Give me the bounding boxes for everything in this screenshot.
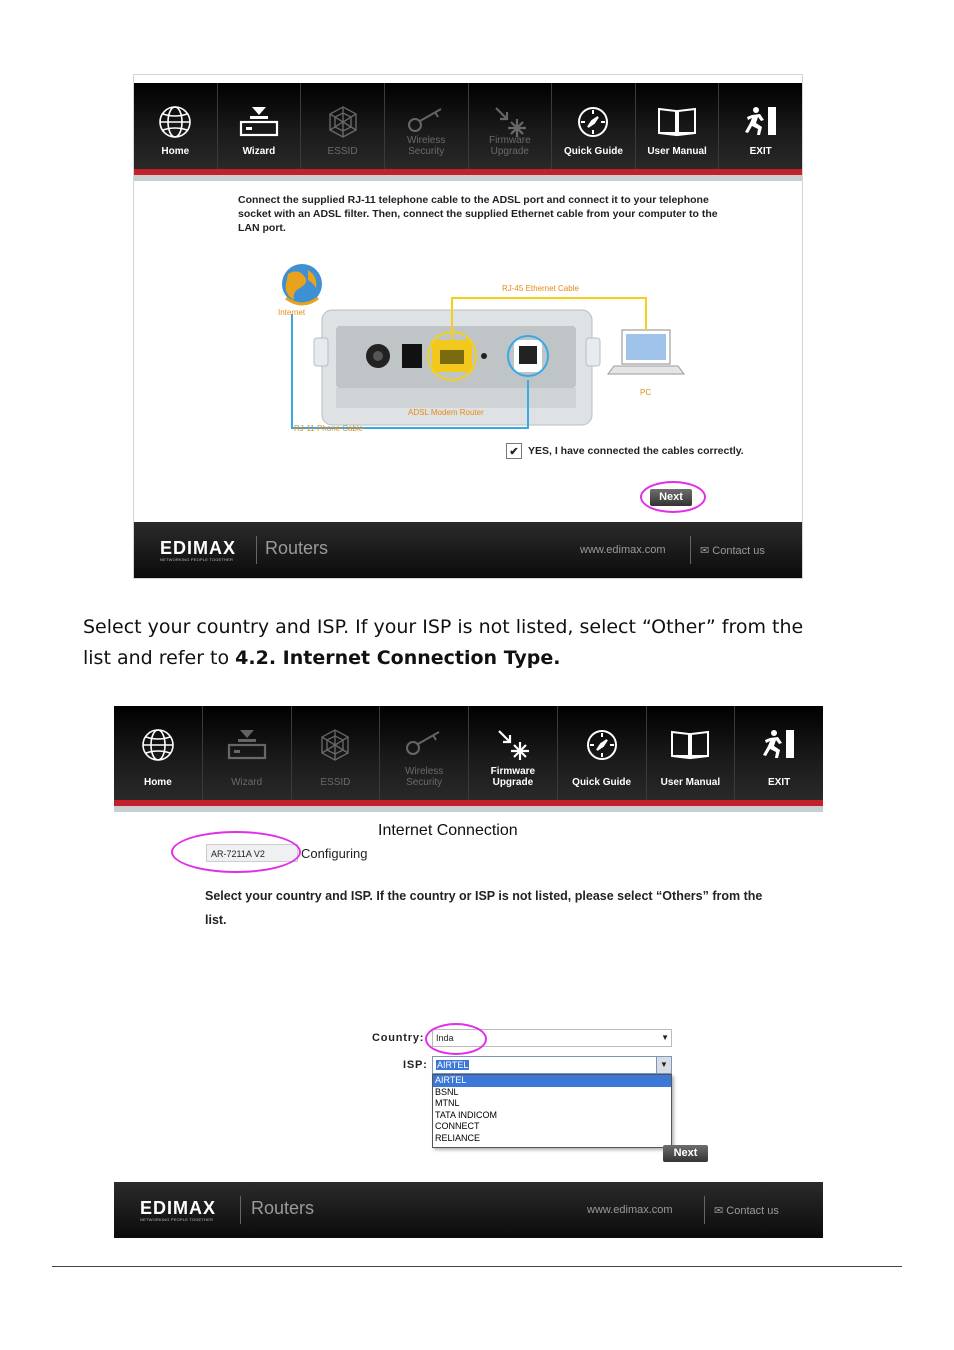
nav-label: Firmware Upgrade xyxy=(488,135,531,157)
nav-label: ESSID xyxy=(320,777,351,788)
footer-divider xyxy=(690,536,691,564)
isp-value: AIRTEL xyxy=(437,1060,469,1070)
compass-icon xyxy=(585,728,619,762)
globe-icon xyxy=(141,728,175,762)
open-book-icon xyxy=(669,728,711,760)
configuring-label: Configuring xyxy=(301,846,368,861)
footer-section: Routers xyxy=(251,1198,315,1218)
internet-connection-screen xyxy=(114,704,823,1238)
nav-label: Wizard xyxy=(242,146,276,157)
nav-label: Quick Guide xyxy=(563,146,623,157)
open-book-icon xyxy=(656,105,698,137)
section-reference: 4.2. Internet Connection Type. xyxy=(235,647,561,669)
exit-running-icon xyxy=(742,105,780,137)
footer xyxy=(114,1182,823,1238)
highlight-ring xyxy=(171,831,301,873)
spiderweb-icon xyxy=(318,728,352,762)
footer-divider xyxy=(704,1196,705,1224)
country-value: Inda xyxy=(436,1033,454,1043)
nav-quick-guide[interactable] xyxy=(558,706,647,800)
compass-icon xyxy=(576,105,610,139)
wizard-cable-screen xyxy=(133,74,803,579)
envelope-icon: ✉ xyxy=(714,1205,724,1217)
paragraph-prefix: list and refer to xyxy=(83,647,236,669)
dropdown-arrow-icon[interactable]: ▼ xyxy=(656,1057,671,1073)
connection-diagram xyxy=(274,260,694,450)
page-title: Internet Connection xyxy=(378,822,518,839)
top-nav xyxy=(134,83,802,175)
footer-divider xyxy=(256,536,257,564)
paragraph-line-2 xyxy=(83,643,903,674)
spiderweb-icon xyxy=(326,105,360,139)
footer xyxy=(134,522,802,578)
nav-firmware-upgrade[interactable] xyxy=(469,83,553,169)
contact-link[interactable] xyxy=(700,544,765,557)
wizard-install-icon xyxy=(226,728,268,762)
phone-cable-label: RJ-11 Phone Cable xyxy=(294,424,364,433)
select-instructions: Select your country and ISP. If the country or ISP is not listed, please select “Others” from the list. xyxy=(205,889,763,927)
nav-label: User Manual xyxy=(660,777,721,788)
nav-label: ESSID xyxy=(327,146,358,157)
nav-firmware-upgrade[interactable] xyxy=(469,706,558,800)
website-link[interactable]: www.edimax.com xyxy=(587,1204,673,1216)
nav-wizard[interactable] xyxy=(218,83,302,169)
model-field: AR-7211A V2 xyxy=(206,844,298,862)
highlight-ring xyxy=(640,481,706,513)
nav-label: Firmware Upgrade xyxy=(490,766,536,788)
firmware-spark-icon xyxy=(493,105,527,139)
footer-section: Routers xyxy=(265,538,329,558)
isp-option[interactable]: TATA INDICOM xyxy=(435,1109,497,1120)
key-icon xyxy=(405,728,443,758)
internet-globe-icon xyxy=(282,264,322,304)
nav-under-bar xyxy=(114,806,823,812)
country-label: Country: xyxy=(372,1032,425,1044)
isp-option[interactable]: CONNECT xyxy=(435,1121,480,1131)
nav-under-bar xyxy=(134,175,802,181)
nav-label: Home xyxy=(161,146,190,157)
edimax-logo: EDIMAX xyxy=(160,538,237,558)
top-nav xyxy=(114,706,823,806)
nav-essid[interactable] xyxy=(301,83,385,169)
next-button[interactable]: Next xyxy=(663,1145,708,1162)
wizard-install-icon xyxy=(238,105,280,139)
isp-select[interactable] xyxy=(432,1056,672,1074)
cables-confirm-checkbox[interactable]: ✔ xyxy=(506,443,522,459)
nav-wireless-security[interactable] xyxy=(385,83,469,169)
nav-user-manual[interactable] xyxy=(647,706,736,800)
instruction-paragraph xyxy=(83,612,903,674)
ethernet-cable-label: RJ-45 Ethernet Cable xyxy=(502,284,579,293)
next-button[interactable]: Next xyxy=(650,489,692,506)
nav-label: Quick Guide xyxy=(572,777,632,788)
website-link[interactable]: www.edimax.com xyxy=(580,544,666,556)
nav-label: Wireless Security xyxy=(407,135,446,157)
nav-home[interactable] xyxy=(114,706,203,800)
nav-quick-guide[interactable] xyxy=(552,83,636,169)
globe-icon xyxy=(158,105,192,139)
footer-divider xyxy=(240,1196,241,1224)
nav-wizard[interactable] xyxy=(203,706,292,800)
nav-label: Wizard xyxy=(231,777,263,788)
nav-label: User Manual xyxy=(647,146,707,157)
edimax-logo: EDIMAX xyxy=(140,1198,217,1218)
internet-label: Internet xyxy=(278,308,306,317)
isp-option[interactable]: RELIANCE xyxy=(435,1132,481,1143)
nav-label: Home xyxy=(143,777,172,788)
isp-dropdown-list xyxy=(432,1074,672,1148)
nav-essid[interactable] xyxy=(292,706,381,800)
key-icon xyxy=(407,105,445,135)
cables-confirm-label: YES, I have connected the cables correctly. xyxy=(528,445,744,457)
dropdown-arrow-icon: ▼ xyxy=(661,1033,669,1042)
pc-label: PC xyxy=(640,388,652,397)
paragraph-line-1: Select your country and ISP. If your ISP is not listed, select “Other” from the xyxy=(83,616,804,638)
isp-option[interactable]: BSNL xyxy=(435,1086,459,1097)
nav-wireless-security[interactable] xyxy=(380,706,469,800)
router-label: ADSL Modem Router xyxy=(408,408,484,417)
nav-exit[interactable] xyxy=(719,83,802,169)
envelope-icon: ✉ xyxy=(700,545,710,557)
nav-home[interactable] xyxy=(134,83,218,169)
isp-option[interactable]: MTNL xyxy=(435,1098,460,1108)
page-footer-rule xyxy=(52,1266,902,1267)
edimax-tagline: NETWORKING PEOPLE TOGETHER xyxy=(160,557,234,562)
contact-label: Contact us xyxy=(726,1205,779,1217)
contact-link[interactable] xyxy=(714,1204,779,1217)
contact-label: Contact us xyxy=(712,545,765,557)
isp-option[interactable]: AIRTEL xyxy=(433,1075,671,1087)
nav-exit[interactable] xyxy=(735,706,823,800)
cable-instructions: Connect the supplied RJ-11 telephone cable to the ADSL port and connect it to your telephone socket with an ADSL filter. Then, connect the supplied Ethernet cable from your computer to the LAN port. xyxy=(238,194,718,234)
router-connection-illustration xyxy=(274,260,694,450)
exit-running-icon xyxy=(760,728,798,760)
edimax-tagline: NETWORKING PEOPLE TOGETHER xyxy=(140,1217,214,1222)
firmware-spark-icon xyxy=(496,728,530,762)
highlight-ring xyxy=(425,1023,487,1055)
isp-label: ISP: xyxy=(403,1059,428,1071)
cables-confirm-row[interactable] xyxy=(506,443,744,459)
nav-label: EXIT xyxy=(768,777,791,788)
nav-user-manual[interactable] xyxy=(636,83,720,169)
nav-label: Wireless Security xyxy=(404,766,444,788)
nav-label: EXIT xyxy=(749,146,772,157)
